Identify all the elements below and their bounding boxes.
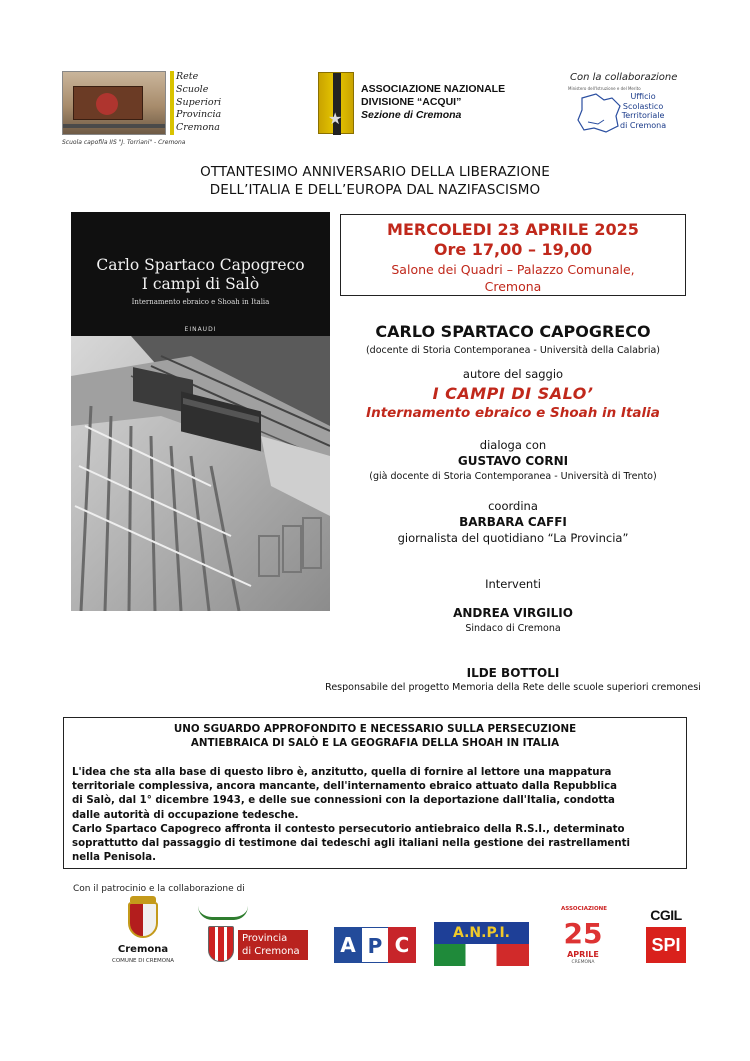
coord-label: coordina — [488, 499, 538, 513]
ust-cremona-label: Ufficio Scolastico Territoriale di Cremona — [620, 92, 667, 130]
acqui-association-logo — [318, 72, 528, 136]
rete-scuole-logo — [62, 71, 220, 147]
provincia-cremona-logo: Provincia di Cremona — [198, 906, 308, 962]
description-paragraph-2: Carlo Spartaco Capogreco affronta il contesto persecutorio antiebraico della R.S.I., determinato soprattutto dal passaggio di testimone dai tedeschi agli italiani nella gestione dei rastrellamenti nella Penisola. — [72, 824, 630, 864]
cover-subtitle: Internamento ebraico e Shoah in Italia — [131, 298, 270, 306]
book-title: I CAMPI DI SALO’ — [432, 384, 594, 403]
speaker1-role: Sindaco di Cremona — [465, 623, 561, 634]
italian-flag-icon — [434, 944, 529, 966]
rete-logo-text: Rete Scuole Superiori Provincia Cremona — [176, 71, 222, 134]
event-date: MERCOLEDI 23 APRILE 2025 — [387, 220, 639, 239]
author-of-label: autore del saggio — [462, 367, 564, 381]
25-aprile-logo: ASSOCIAZIONE 25 APRILE CREMONA — [561, 906, 608, 965]
speaker2-role: Responsabile del progetto Memoria della Rete delle scuole superiori cremonesi — [325, 682, 701, 693]
book-description-box — [63, 717, 687, 869]
acqui-logo-text: ASSOCIAZIONE NAZIONALE DIVISIONE “ACQUI” Sezione di Cremona — [361, 83, 506, 121]
event-time: Ore 17,00 – 19,00 — [433, 240, 593, 259]
dialogue-label: dialoga con — [479, 438, 547, 452]
rete-logo-caption: Scuola capofila IIS "J. Torriani" - Cremona — [62, 139, 186, 146]
acqui-badge-icon: ★ — [318, 72, 354, 134]
book-subtitle: Internamento ebraico e Shoah in Italia — [366, 405, 660, 421]
train-wagon-photo — [62, 71, 166, 135]
rete-accent-bar — [170, 71, 174, 135]
provincia-shield-icon — [208, 926, 234, 962]
book-cover — [71, 212, 330, 611]
cremona-shield-icon — [128, 902, 158, 938]
speaker1-name: ANDREA VIRGILIO — [453, 606, 573, 620]
collaboration-title: Con la collaborazione — [570, 72, 678, 83]
author-name: CARLO SPARTACO CAPOGRECO — [375, 322, 651, 341]
description-title: UNO SGUARDO APPROFONDITO E NECESSARIO SULLA PERSECUZIONE ANTIEBRAICA DI SALÒ E LA GEOGRAFIA DELLA SHOAH IN ITALIA — [173, 723, 577, 749]
dialogue-role: (già docente di Storia Contemporanea - Università di Trento) — [369, 471, 657, 482]
ministry-label: Ministero dell'Istruzione e del Merito — [568, 86, 641, 91]
collaboration-logo — [560, 72, 685, 134]
anniversary-heading: OTTANTESIMO ANNIVERSARIO DELLA LIBERAZIONE DELL’ITALIA E DELL’EUROPA DAL NAZIFASCISMO — [200, 164, 550, 198]
cover-title: I campi di Salò — [141, 275, 260, 293]
speaker2-name: ILDE BOTTOLI — [466, 666, 560, 680]
author-role: (docente di Storia Contemporanea - Università della Calabria) — [365, 345, 661, 356]
laurel-wreath-icon — [198, 906, 248, 920]
event-place: Salone dei Quadri – Palazzo Comunale, Cremona — [391, 262, 635, 294]
comune-cremona-logo: Cremona COMUNE DI CREMONA — [110, 902, 176, 972]
cover-publisher: EINAUDI — [184, 326, 217, 333]
event-info-box — [340, 214, 686, 296]
coord-role: giornalista del quotidiano “La Provincia” — [397, 531, 629, 545]
dialogue-name: GUSTAVO CORNI — [457, 454, 569, 468]
interventions-label: Interventi — [485, 577, 541, 591]
cover-author: Carlo Spartaco Capogreco — [96, 256, 305, 274]
patronage-label: Con il patrocinio e la collaborazione di — [73, 884, 245, 894]
cgil-spi-logo: CGIL SPI — [646, 907, 686, 965]
apc-logo: A P C — [334, 927, 416, 963]
railway-memorial-photo — [71, 336, 330, 611]
coord-name: BARBARA CAFFI — [459, 515, 567, 529]
description-paragraph-1: L'idea che sta alla base di questo libro è, anzitutto, quella di fornire al lettore una mappatura territoriale complessiva, ancora mancante, dell'internamento ebraico attuato dalla Repubblica di Salò, dal 1° dicembre 1943, e delle sue connessioni con la deportazione dall'Italia, condotta dalle autorità di occupazione tedesche. — [72, 767, 618, 821]
anpi-logo: A.N.P.I. — [434, 922, 529, 966]
lombardy-map-icon — [574, 92, 624, 134]
